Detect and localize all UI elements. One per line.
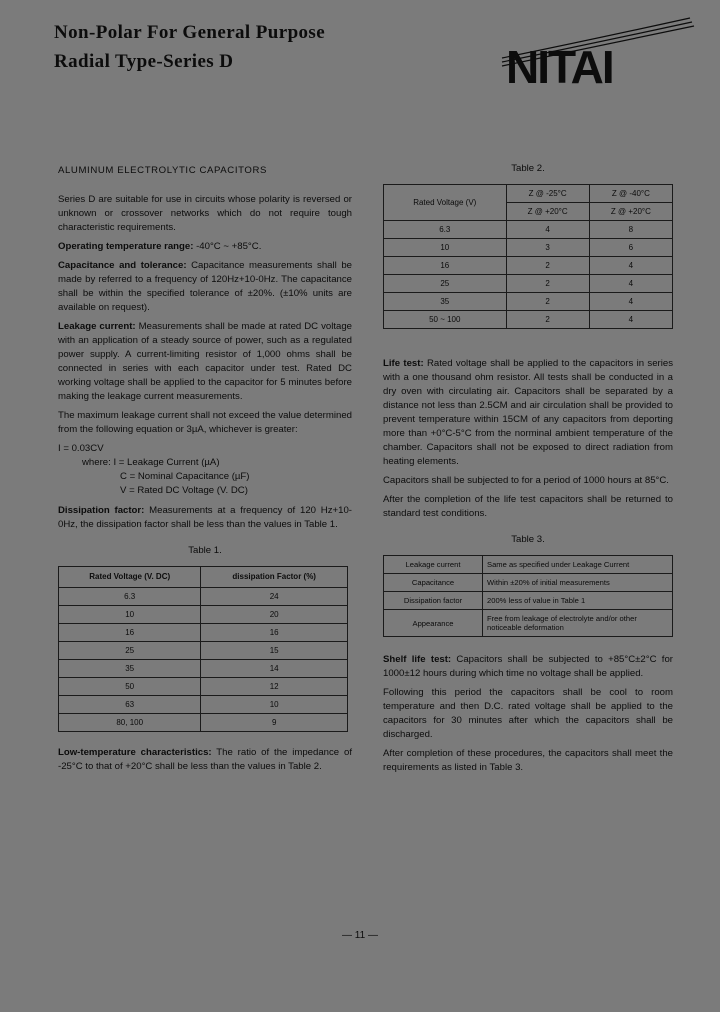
table2-header: Z @ +20°C: [589, 203, 672, 221]
table-row: [384, 221, 673, 239]
table-cell: 12: [201, 678, 348, 696]
table-row: [384, 556, 673, 574]
cap-text: Capacitance measurements shall be made by referred to a frequency of 120Hz+10-0Hz. The capacitance shall be within the specified tolerance of ±20%. (±10% units are available on request).: [58, 260, 352, 313]
table-cell: 2: [506, 293, 589, 311]
table-cell: 4: [506, 221, 589, 239]
table-1: [58, 566, 348, 732]
nitai-logo: [500, 10, 700, 110]
op-temp-label: Operating temperature range:: [58, 241, 194, 252]
table-cell: 2: [506, 257, 589, 275]
table-cell: 16: [59, 624, 201, 642]
table-cell: 25: [59, 642, 201, 660]
table-cell: Free from leakage of electrolyte and/or other noticeable deformation: [483, 610, 673, 637]
life-test-paragraph-3: After the completion of the life test capacitors shall be returned to standard test conditions.: [383, 494, 673, 519]
where-line-1: where: I = Leakage Current (µA): [82, 457, 220, 468]
table-cell: 2: [506, 311, 589, 329]
life-text: Rated voltage shall be applied to the capacitors in series with a one thousand ohm resistor. All tests shall be conducted in a dry oven with circulating air. Capacitors shall be separated by a distance not less than 2.5CM and air circulation shall be provided to prevent temperature within 15CM of any capacitors from deporting more than +0°C-5°C from the norminal ambient temperature of the chamber. Capacitors shall not be exposed to direct radiation from heating elements.: [383, 358, 674, 467]
life-test-paragraph-2: Capacitors shall be subjected to for a period of 1000 hours at 85°C.: [383, 475, 669, 486]
table-cell: 24: [201, 588, 348, 606]
table-cell: 10: [384, 239, 507, 257]
table-cell: 35: [384, 293, 507, 311]
table-cell: 80, 100: [59, 714, 201, 732]
equation-where-list: [58, 456, 352, 498]
table-row: [59, 714, 348, 732]
table2-header: Z @ -25°C: [506, 185, 589, 203]
table2-header-voltage: Rated Voltage (V): [384, 185, 507, 221]
table-row: [384, 257, 673, 275]
intro-paragraph: Series D are suitable for use in circuits whose polarity is reversed or unknown or crossover networks which do not require tough characteristic requirements.: [58, 194, 352, 233]
table-cell: 35: [59, 660, 201, 678]
table-row: [384, 293, 673, 311]
table-cell: 63: [59, 696, 201, 714]
life-label: Life test:: [383, 358, 424, 369]
shelf-life-paragraph-3: After completion of these procedures, the capacitors shall meet the requirements as listed in Table 3.: [383, 748, 673, 773]
table-row: [384, 592, 673, 610]
table-cell: 8: [589, 221, 672, 239]
table-row: [59, 642, 348, 660]
table-row: [59, 588, 348, 606]
table-row: [59, 660, 348, 678]
leakage-equation: I = 0.03CV: [58, 443, 104, 454]
low-temp-paragraph: [58, 746, 352, 774]
table-cell: 6.3: [384, 221, 507, 239]
table-row: [384, 574, 673, 592]
table-cell: 6.3: [59, 588, 201, 606]
table-row: [384, 311, 673, 329]
leakage-paragraph: [58, 320, 352, 404]
table-row: [59, 606, 348, 624]
table-cell: 14: [201, 660, 348, 678]
table-cell: 16: [384, 257, 507, 275]
table-cell: 4: [589, 293, 672, 311]
dissipation-paragraph: [58, 504, 352, 532]
op-temp-value: -40°C ~ +85°C.: [193, 241, 262, 252]
table-cell: 9: [201, 714, 348, 732]
shelf-life-paragraph-2: Following this period the capacitors shall be cool to room temperature and then D.C. rated voltage shall be applied to the capacitors for 30 minutes after which the capacitors shall be discharged.: [383, 687, 673, 740]
table-cell: 15: [201, 642, 348, 660]
table-cell: Leakage current: [384, 556, 483, 574]
max-leakage-paragraph: The maximum leakage current shall not exceed the value determined from the following equation or 3µA, whichever is greater:: [58, 410, 352, 435]
capacitance-paragraph: [58, 259, 352, 315]
table3-caption: Table 3.: [511, 534, 545, 545]
section-heading: ALUMINUM ELECTROLYTIC CAPACITORS: [58, 165, 267, 176]
life-test-paragraph: [383, 357, 673, 469]
table-cell: Within ±20% of initial measurements: [483, 574, 673, 592]
table2-header: Z @ -40°C: [589, 185, 672, 203]
page-number: — 11 —: [342, 930, 378, 941]
table-cell: 50 ~ 100: [384, 311, 507, 329]
shelf-label: Shelf life test:: [383, 654, 452, 665]
diss-label: Dissipation factor:: [58, 505, 145, 516]
table2-header: Z @ +20°C: [506, 203, 589, 221]
leak-label: Leakage current:: [58, 321, 136, 332]
table-cell: 4: [589, 311, 672, 329]
shelf-life-paragraph: [383, 653, 673, 681]
table-row: [59, 624, 348, 642]
table-row: [59, 696, 348, 714]
lowtemp-text: The ratio of the impedance of -25°C to that of +20°C shall be less than the values in Table 2.: [58, 747, 352, 772]
table-cell: Same as specified under Leakage Current: [483, 556, 673, 574]
table-cell: 50: [59, 678, 201, 696]
table-cell: Dissipation factor: [384, 592, 483, 610]
diss-text: Measurements at a frequency of 120 Hz+10-0Hz, the dissipation factor shall be less than the values in Table 1.: [58, 505, 352, 530]
table2-caption: Table 2.: [511, 163, 545, 174]
table-cell: Capacitance: [384, 574, 483, 592]
table-cell: 4: [589, 275, 672, 293]
table-2: [383, 184, 673, 329]
shelf-text: Capacitors shall be subjected to +85°C±2°C for 1000±12 hours during which time no voltage shall be applied.: [383, 654, 673, 679]
table-cell: 6: [589, 239, 672, 257]
table-row: [384, 275, 673, 293]
cap-label: Capacitance and tolerance:: [58, 260, 187, 271]
where-line-3: V = Rated DC Voltage (V. DC): [120, 485, 248, 496]
left-column: [58, 164, 352, 779]
table-cell: 10: [59, 606, 201, 624]
table-cell: 10: [201, 696, 348, 714]
leak-text: Measurements shall be made at rated DC voltage with an application of a steady source of power, such as a regulated power supply. A current-limiting resistor of 1,000 ohms shall be connected in series with each capacitor under test. Rated DC working voltage shall be applied to the capacitor for 5 minutes before making the leakage current measurements.: [58, 321, 353, 402]
table-cell: 25: [384, 275, 507, 293]
table-cell: 2: [506, 275, 589, 293]
title-line-2: Radial Type-Series D: [54, 51, 234, 72]
table-cell: 200% less of value in Table 1: [483, 592, 673, 610]
table-row: [59, 678, 348, 696]
table1-header: dissipation Factor (%): [201, 567, 348, 588]
table-cell: Appearance: [384, 610, 483, 637]
table-cell: 16: [201, 624, 348, 642]
title-line-1: Non-Polar For General Purpose: [54, 22, 326, 43]
where-line-2: C = Nominal Capacitance (µF): [120, 471, 250, 482]
table-row: [384, 610, 673, 637]
table1-header: Rated Voltage (V. DC): [59, 567, 201, 588]
lowtemp-label: Low-temperature characteristics:: [58, 747, 212, 758]
table-cell: 3: [506, 239, 589, 257]
table-3: [383, 555, 673, 637]
logo-wordmark: NITAI: [506, 41, 613, 93]
table-cell: 4: [589, 257, 672, 275]
table-cell: 20: [201, 606, 348, 624]
table1-caption: Table 1.: [188, 545, 222, 556]
table-row: [384, 239, 673, 257]
right-column: [383, 162, 673, 780]
operating-temp-paragraph: [58, 240, 352, 254]
